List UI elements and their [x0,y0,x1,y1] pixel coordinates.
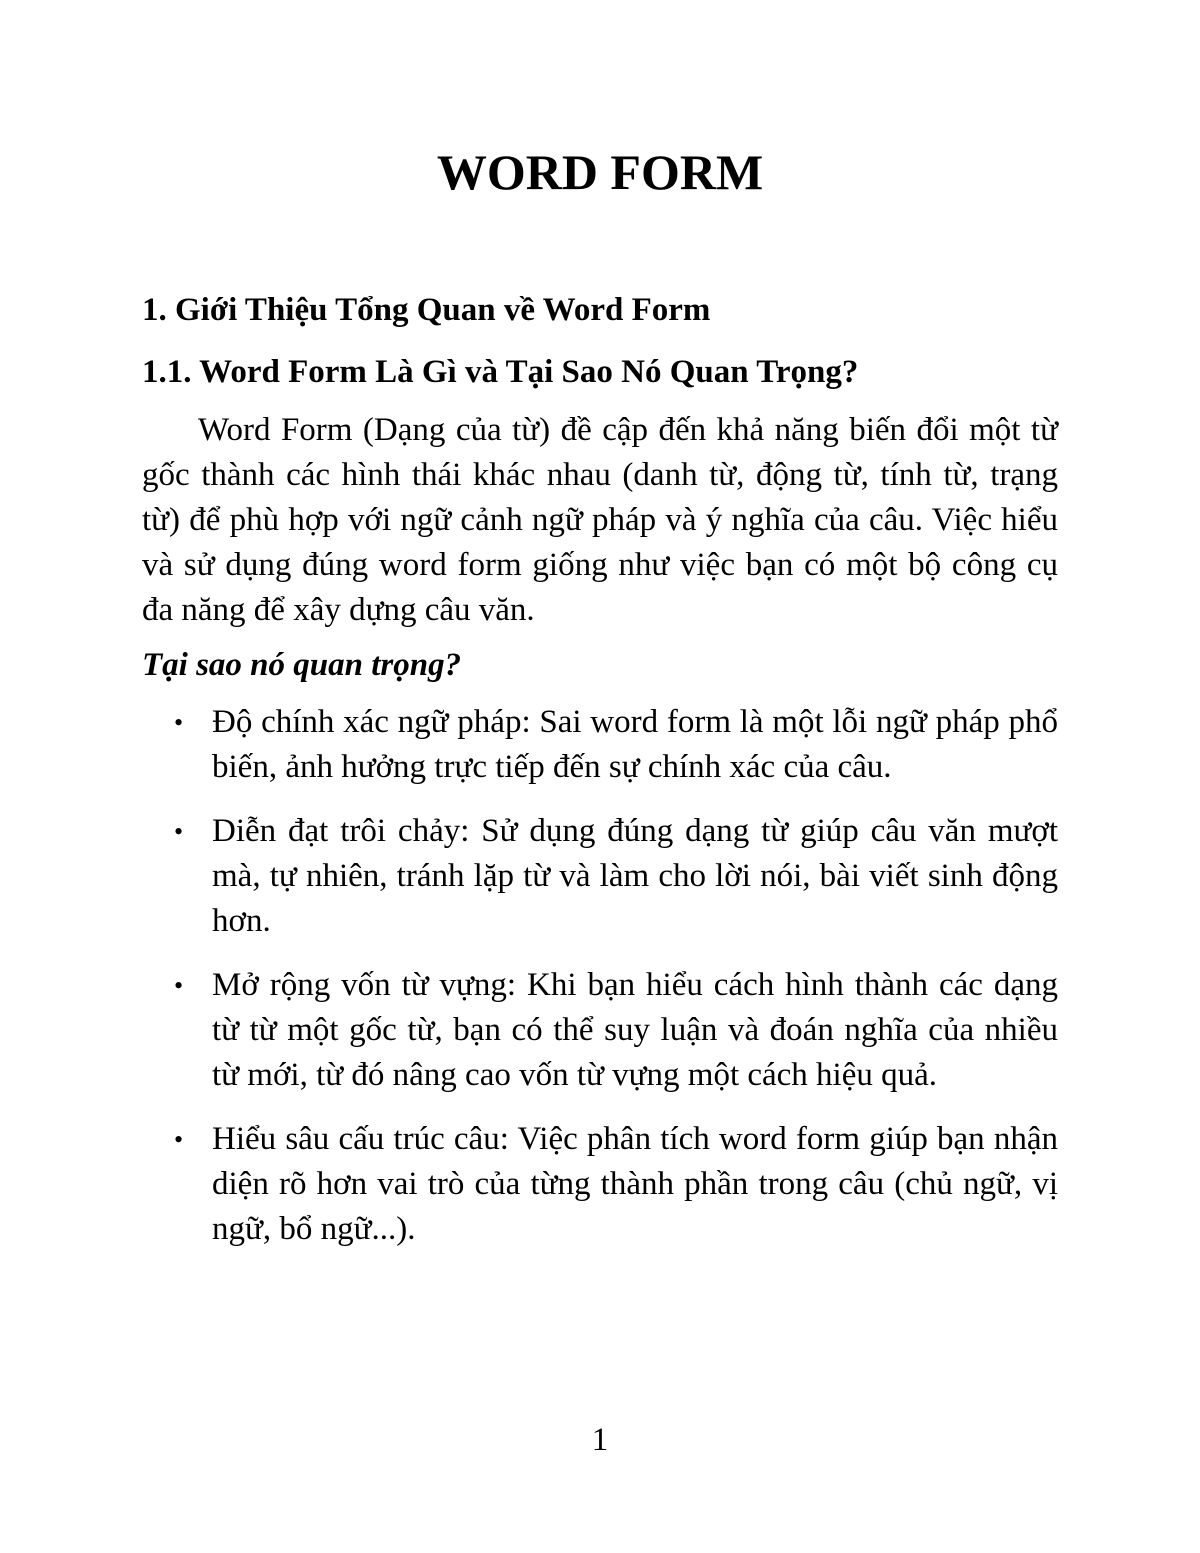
bullet-icon: • [174,1125,184,1154]
subsection-heading: 1.1. Word Form Là Gì và Tại Sao Nó Quan Trọng? [142,354,859,390]
document-title: WORD FORM [436,144,764,200]
list-item [142,700,1058,790]
why-important-heading: Tại sao nó quan trọng? [142,647,462,683]
list-item-text: Độ chính xác ngữ pháp: Sai word form là một lỗi ngữ pháp phổ biến, ảnh hưởng trực tiếp đến sự chính xác của câu. [212,704,1058,785]
bullet-icon: • [174,971,184,1000]
section-heading: 1. Giới Thiệu Tổng Quan về Word Form [142,292,711,328]
importance-list [142,700,1058,1271]
list-item [142,809,1058,944]
bullet-icon: • [174,708,184,737]
page-number: 1 [591,1422,609,1458]
bullet-icon: • [174,817,184,846]
list-item-text: Diễn đạt trôi chảy: Sử dụng đúng dạng từ giúp câu văn mượt mà, tự nhiên, tránh lặp từ và làm cho lời nói, bài viết sinh động hơn. [212,813,1058,939]
list-item [142,963,1058,1098]
list-item-text: Mở rộng vốn từ vựng: Khi bạn hiểu cách hình thành các dạng từ từ một gốc từ, bạn có thể suy luận và đoán nghĩa của nhiều từ mới, từ đó nâng cao vốn từ vựng một cách hiệu quả. [212,967,1058,1093]
intro-paragraph: Word Form (Dạng của từ) đề cập đến khả năng biến đổi một từ gốc thành các hình thái khác nhau (danh từ, động từ, tính từ, trạng từ) để phù hợp với ngữ cảnh ngữ pháp và ý nghĩa của câu. Việc hiểu và sử dụng đúng word form giống như việc bạn có một bộ công cụ đa năng để xây dựng câu văn. [142,412,1058,628]
list-item [142,1117,1058,1252]
list-item-text: Hiểu sâu cấu trúc câu: Việc phân tích word form giúp bạn nhận diện rõ hơn vai trò của từng thành phần trong câu (chủ ngữ, vị ngữ, bổ ngữ...). [212,1121,1058,1247]
